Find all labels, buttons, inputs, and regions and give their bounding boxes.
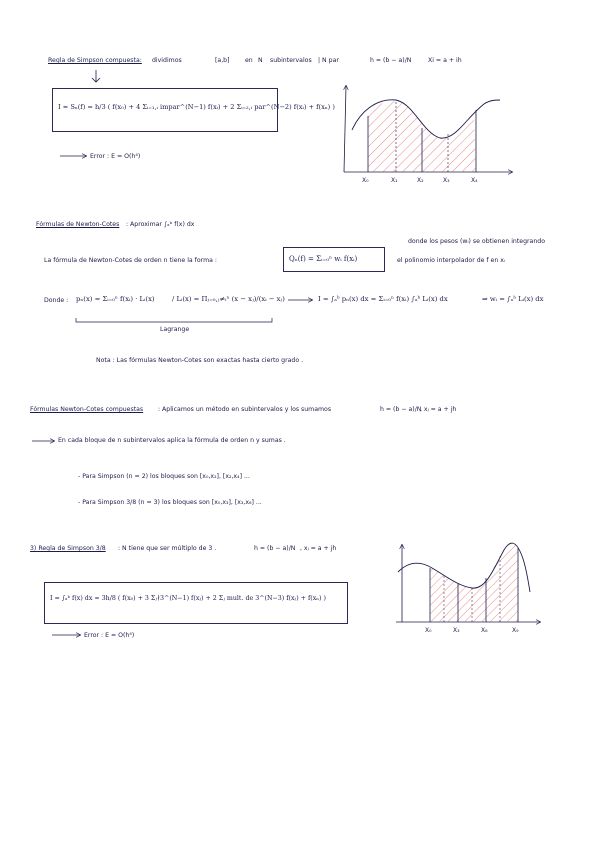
section3-x-formula: , xⱼ = a + jh xyxy=(420,406,457,413)
weights-formula: ⇒ wᵢ = ∫ₐᵇ Lᵢ(x) dx xyxy=(482,295,544,303)
graph1-label: X₀ xyxy=(362,177,369,184)
section1-desc-c: en xyxy=(245,57,253,64)
pn-formula: pₙ(x) = Σᵢ₌₀ⁿ f(xᵢ) · Lᵢ(x) xyxy=(76,295,155,303)
section2-note-b: el polinomio interpolador de f en xᵢ xyxy=(397,257,506,264)
section3-h-formula: h = (b − a)/N xyxy=(380,406,422,413)
section2-title: Fórmulas de Newton-Cotes xyxy=(36,221,120,228)
graph2-label: X₆ xyxy=(481,627,488,634)
section1-x-formula: Xi = a + ih xyxy=(428,57,462,64)
integral-formula: I = ∫ₐᵇ pₙ(x) dx = Σᵢ₌₀ⁿ f(xᵢ) ∫ₐᵇ Lᵢ(x) dx xyxy=(318,295,448,303)
section1-error: Error : E = O(h⁴) xyxy=(90,153,141,160)
section4-error: Error : E = O(h⁴) xyxy=(84,632,135,639)
section1-desc-b: [a,b] xyxy=(215,57,230,64)
section1-desc-d: N xyxy=(258,57,263,64)
graph2-label: X₀ xyxy=(425,627,432,634)
newton-cotes-formula: Qₙ(f) = Σᵢ₌₀ⁿ wᵢ f(xᵢ) xyxy=(289,255,358,263)
graph2-label: X₃ xyxy=(453,627,460,634)
section2-line1: La fórmula de Newton-Cotes de orden n tiene la forma : xyxy=(44,257,217,264)
section2-donde: Donde : xyxy=(44,297,69,304)
graph1-label: X₃ xyxy=(443,177,450,184)
section3-desc: : Aplicamos un método en subintervalos y los sumamos xyxy=(158,406,332,413)
graph1-label: X₄ xyxy=(471,177,478,184)
section1-desc-a: dividimos xyxy=(152,57,182,64)
section2-note-a: donde los pesos (wᵢ) se obtienen integrando xyxy=(408,238,545,245)
section4-h-formula: h = (b − a)/N xyxy=(254,545,296,552)
section1-h-formula: h = (b − a)/N xyxy=(370,57,412,64)
simpson-graph xyxy=(344,86,512,184)
section3-bullet2: - Para Simpson 3/8 (n = 3) los bloques son [x₀,x₃], [x₃,x₆] ... xyxy=(78,499,262,506)
section4-desc: : N tiene que ser múltiplo de 3 . xyxy=(118,545,217,552)
section2-nota: Nota : Las fórmulas Newton-Cotes son exactas hasta cierto grado . xyxy=(96,357,304,364)
section3-line1: En cada bloque de n subintervalos aplica la fórmula de orden n y sumas . xyxy=(58,437,286,444)
graph1-label: X₂ xyxy=(417,177,424,184)
lagrange-brace xyxy=(76,318,272,322)
section4-x-formula: , xⱼ = a + jh xyxy=(300,545,337,552)
simpson-formula: I ≈ Sₙ(f) = h/3 ( f(x₀) + 4 Σᵢ₌₁,ᵢ impar^(N−1) f(xᵢ) + 2 Σᵢ₌₂,ᵢ par^(N−2) f(xᵢ) + f(xₙ) ) xyxy=(58,103,335,111)
section1-title: Regla de Simpson compuesta: xyxy=(48,57,142,64)
section3-title: Fórmulas Newton-Cotes compuestas xyxy=(30,406,144,413)
lagrange-label: Lagrange xyxy=(160,326,190,333)
section1-desc-e: subintervalos xyxy=(270,57,312,64)
section1-desc-f: | N par xyxy=(318,57,339,64)
li-formula: / Lᵢ(x) = Πⱼ₌₀,ⱼ≠ᵢⁿ (x − xⱼ)/(xᵢ − xⱼ) xyxy=(172,295,285,303)
graph2-label: X₉ xyxy=(512,627,519,634)
down-arrow-icon xyxy=(92,70,100,82)
section4-title: 3) Regla de Simpson 3/8 xyxy=(30,545,106,552)
graph1-label: X₁ xyxy=(391,177,398,184)
section3-bullet1: - Para Simpson (n = 2) los bloques son [x₀,x₂], [x₂,x₄] ... xyxy=(78,473,250,480)
simpson38-graph xyxy=(396,543,540,634)
simpson38-formula: I = ∫ₐᵇ f(x) dx ≈ 3h/8 ( f(x₀) + 3 Σⱼ∤3^(N−1) f(xⱼ) + 2 Σⱼ mult. de 3^(N−3) f(xⱼ) + f(xₙ) ) xyxy=(50,595,326,602)
section2-subtitle: : Aproximar ∫ₐᵇ f(x) dx xyxy=(126,221,195,228)
